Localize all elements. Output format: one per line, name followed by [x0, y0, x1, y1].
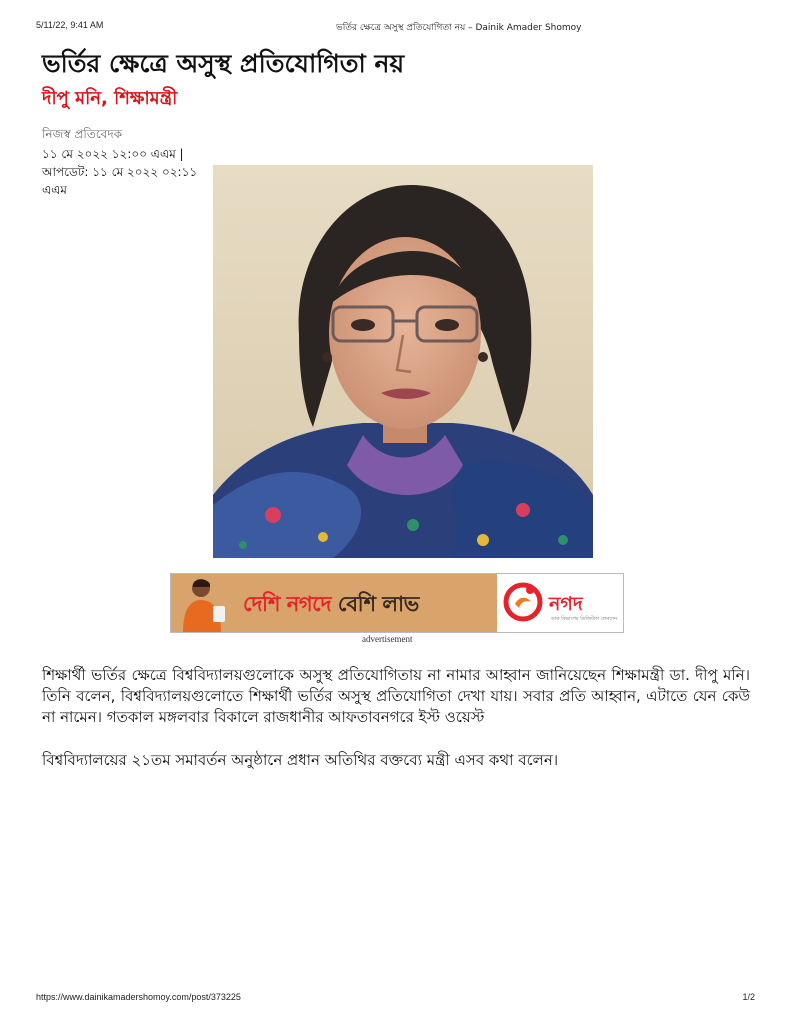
page-number: 1/2	[742, 992, 755, 1002]
print-header	[36, 20, 755, 34]
ad-slogan	[243, 588, 419, 623]
article-subheadline: দীপু মনি, শিক্ষামন্ত্রী	[42, 88, 178, 109]
updated-date: আপডেট: ১১ মে ২০২২ ০২:১১ এএম	[42, 165, 198, 197]
article-paragraph: বিশ্ববিদ্যালয়ের ২১তম সমাবর্তন অনুষ্ঠানে প্রধান অতিথির বক্তব্যে মন্ত্রী এসব কথা বলেন।	[42, 751, 559, 769]
page-url-link[interactable]: https://www.dainikamadershomoy.com/post/373225	[36, 992, 241, 1002]
ad-brand-name: নগদ	[549, 593, 583, 615]
print-document-title: ভর্তির ক্ষেত্রে অসুস্থ প্রতিযোগিতা নয় – Dainik Amader Shomoy	[336, 23, 582, 33]
print-footer	[36, 992, 755, 1006]
print-datetime: 5/11/22, 9:41 AM	[36, 20, 104, 30]
article-byline: নিজস্ব প্রতিবেদক	[42, 127, 123, 141]
advertisement-banner[interactable]	[170, 573, 624, 633]
article-paragraph: শিক্ষার্থী ভর্তির ক্ষেত্রে বিশ্ববিদ্যালয়গুলোকে অসুস্থ প্রতিযোগিতায় না নামার আহ্বান জানিয়েছেন শিক্ষামন্ত্রী ডা. দীপু মনি। তিনি বলেন, বিশ্ববিদ্যালয়গুলোতে শিক্ষার্থী ভর্তির অসুস্থ প্রতিযোগিতা দেখা যায়। সবার প্রতি আহ্বান, এটাতে যেন কেউ না নামেন। গতকাল মঙ্গলবার বিকালে রাজধানীর আফতাবনগরে ইস্ট ওয়েস্ট	[42, 666, 750, 726]
nagad-logo-icon	[503, 582, 543, 622]
article-dates	[42, 145, 222, 199]
portrait-image	[213, 165, 593, 558]
advertisement-caption: advertisement	[362, 634, 413, 644]
article-photo	[213, 165, 593, 558]
ad-slogan-part2: বেশি লাভ	[337, 592, 419, 616]
article-body	[42, 665, 750, 793]
ad-person-icon	[177, 576, 231, 632]
article-headline: ভর্তির ক্ষেত্রে অসুস্থ প্রতিযোগিতা নয়	[42, 49, 405, 78]
ad-slogan-part1: দেশি নগদে	[243, 592, 338, 616]
ad-banner-left	[171, 574, 497, 632]
ad-brand-tagline: ডাক বিভাগের ডিজিটাল লেনদেন	[551, 616, 618, 622]
published-date: ১১ মে ২০২২ ১২:০০ এএম |	[42, 147, 184, 161]
ad-banner-right	[497, 574, 623, 632]
